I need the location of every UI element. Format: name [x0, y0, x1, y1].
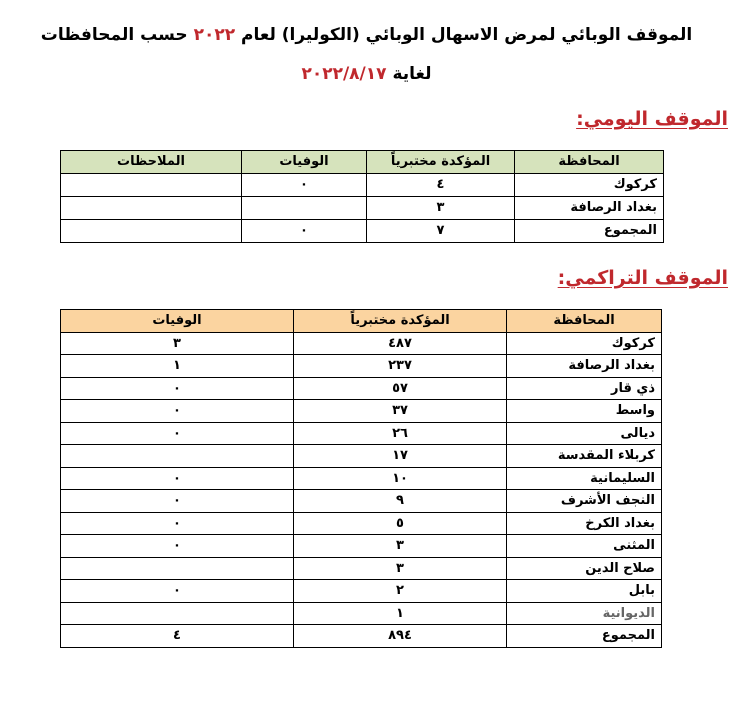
governorate-cell: النجف الأشرف [507, 490, 662, 513]
deaths-cell: ٣ [61, 332, 294, 355]
page-title [0, 25, 733, 45]
governorate-cell: بابل [507, 580, 662, 603]
governorate-cell: كركوك [507, 332, 662, 355]
table-row [61, 332, 662, 355]
governorate-cell: بغداد الرصافة [507, 355, 662, 378]
notes-cell [61, 220, 242, 243]
daily-header-governorate: المحافظة [515, 151, 664, 174]
confirmed-cell: ٤٨٧ [294, 332, 507, 355]
table-row [61, 400, 662, 423]
deaths-cell: ١ [61, 355, 294, 378]
deaths-cell: ٠ [61, 422, 294, 445]
daily-header-notes: الملاحظات [61, 151, 242, 174]
governorate-cell: المثنى [507, 535, 662, 558]
table-row [61, 490, 662, 513]
governorate-cell: الديوانية [507, 602, 662, 625]
confirmed-cell: ٢ [294, 580, 507, 603]
cumulative-header-row [61, 310, 662, 333]
governorate-cell: ذي قار [507, 377, 662, 400]
confirmed-cell: ٥٧ [294, 377, 507, 400]
table-row [61, 355, 662, 378]
confirmed-cell: ١ [294, 602, 507, 625]
deaths-cell: ٠ [61, 467, 294, 490]
deaths-cell: ٤ [61, 625, 294, 648]
daily-header-deaths: الوفيات [242, 151, 367, 174]
table-row [61, 580, 662, 603]
subtitle-date: ٢٠٢٢/٨/١٧ [301, 64, 387, 84]
table-row [61, 197, 664, 220]
confirmed-cell: ٩ [294, 490, 507, 513]
daily-table [60, 150, 664, 243]
confirmed-cell: ١٧ [294, 445, 507, 468]
deaths-cell [61, 557, 294, 580]
cumulative-header-governorate: المحافظة [507, 310, 662, 333]
deaths-cell: ٠ [61, 400, 294, 423]
governorate-cell: بغداد الرصافة [515, 197, 664, 220]
cumulative-header-confirmed: المؤكدة مختبرياً [294, 310, 507, 333]
table-row [61, 535, 662, 558]
deaths-cell [61, 602, 294, 625]
table-row [61, 512, 662, 535]
deaths-cell [242, 197, 367, 220]
table-row [61, 467, 662, 490]
confirmed-cell: ٣ [294, 557, 507, 580]
governorate-cell: السليمانية [507, 467, 662, 490]
table-row [61, 602, 662, 625]
confirmed-cell: ٢٣٧ [294, 355, 507, 378]
notes-cell [61, 174, 242, 197]
governorate-cell: كربلاء المقدسة [507, 445, 662, 468]
table-row [61, 377, 662, 400]
table-row-total [61, 625, 662, 648]
notes-cell [61, 197, 242, 220]
confirmed-cell: ٥ [294, 512, 507, 535]
deaths-cell: ٠ [242, 174, 367, 197]
subtitle-label: لغاية [392, 64, 432, 84]
cumulative-heading: الموقف التراكمي: [557, 267, 728, 289]
confirmed-cell: ٣٧ [294, 400, 507, 423]
daily-header-confirmed: المؤكدة مختبرياً [367, 151, 515, 174]
governorate-cell: المجموع [515, 220, 664, 243]
deaths-cell: ٠ [61, 535, 294, 558]
deaths-cell: ٠ [242, 220, 367, 243]
governorate-cell: واسط [507, 400, 662, 423]
cumulative-table [60, 309, 662, 648]
title-part1: الموقف الوبائي لمرض الاسهال الوبائي (الكوليرا) لعام [241, 25, 693, 45]
cumulative-header-deaths: الوفيات [61, 310, 294, 333]
deaths-cell: ٠ [61, 512, 294, 535]
daily-header-row [61, 151, 664, 174]
table-row [61, 422, 662, 445]
confirmed-cell: ٧ [367, 220, 515, 243]
page-subtitle [0, 64, 733, 84]
governorate-cell: صلاح الدين [507, 557, 662, 580]
confirmed-cell: ٢٦ [294, 422, 507, 445]
title-part2: حسب المحافظات [40, 25, 188, 45]
governorate-cell: ديالى [507, 422, 662, 445]
governorate-cell: كركوك [515, 174, 664, 197]
table-row [61, 174, 664, 197]
governorate-cell: المجموع [507, 625, 662, 648]
confirmed-cell: ٣ [294, 535, 507, 558]
deaths-cell: ٠ [61, 490, 294, 513]
confirmed-cell: ٣ [367, 197, 515, 220]
daily-heading: الموقف اليومي: [576, 108, 728, 130]
table-row [61, 557, 662, 580]
deaths-cell: ٠ [61, 580, 294, 603]
confirmed-cell: ٤ [367, 174, 515, 197]
deaths-cell [61, 445, 294, 468]
table-row [61, 445, 662, 468]
title-year: ٢٠٢٢ [193, 25, 236, 45]
confirmed-cell: ١٠ [294, 467, 507, 490]
table-row-total [61, 220, 664, 243]
governorate-cell: بغداد الكرخ [507, 512, 662, 535]
confirmed-cell: ٨٩٤ [294, 625, 507, 648]
deaths-cell: ٠ [61, 377, 294, 400]
